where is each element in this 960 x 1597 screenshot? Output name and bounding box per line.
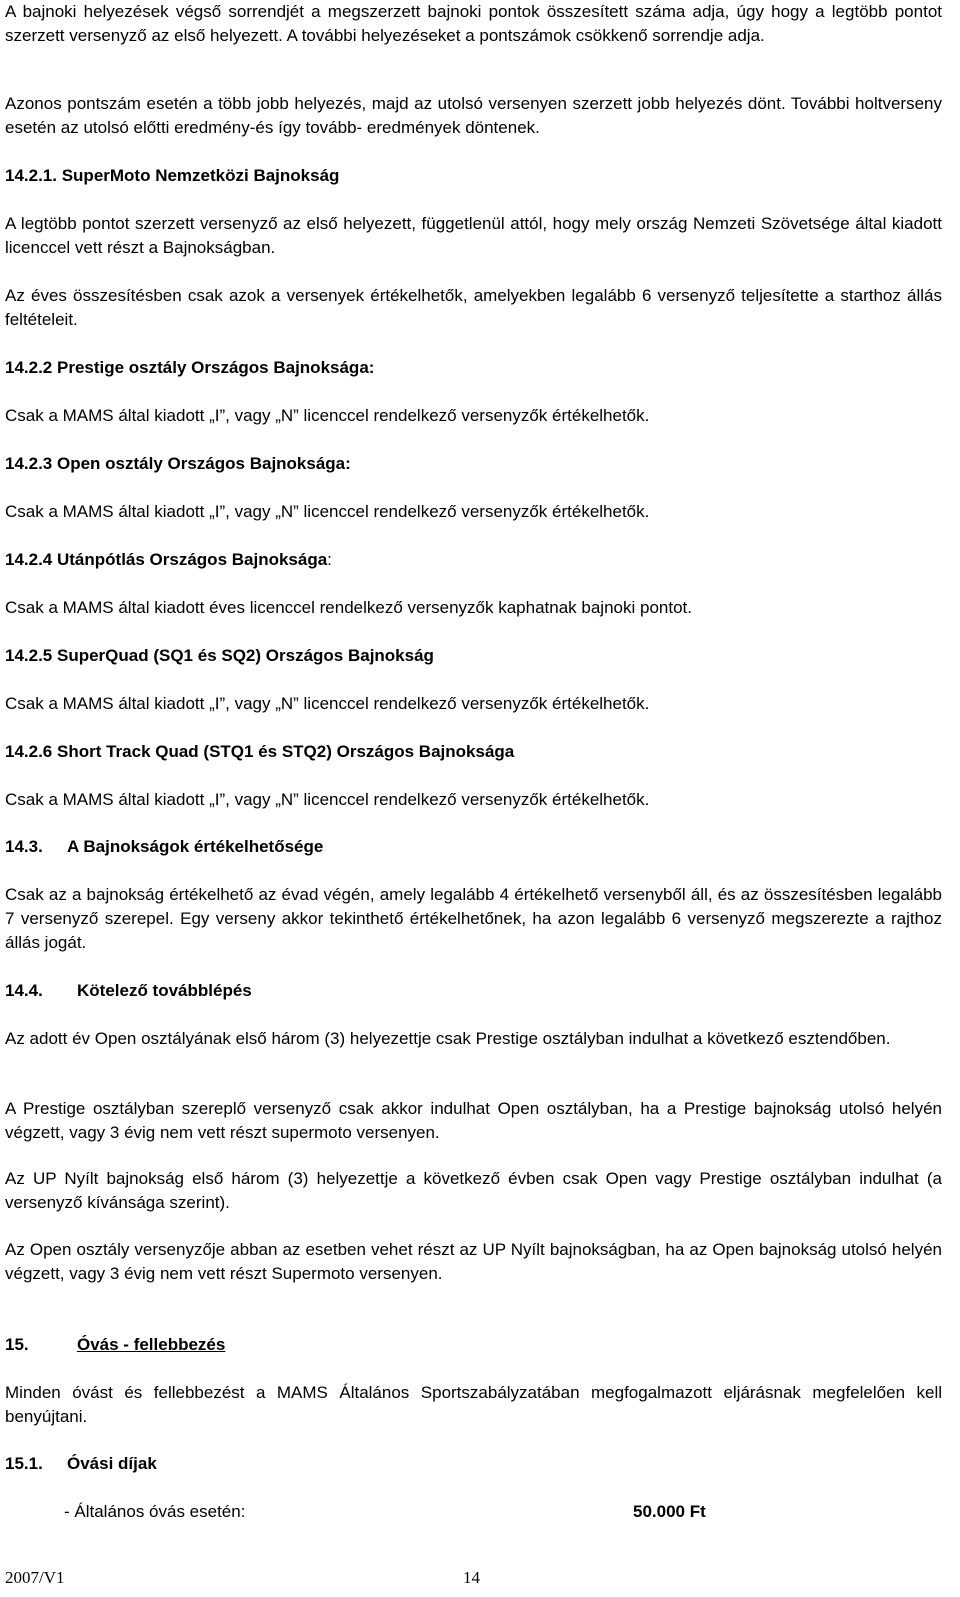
paragraph-14-2-1-b: Az éves összesítésben csak azok a versenyek értékelhetők, amelyekben legalább 6 versenyző teljesítette a starthoz állás feltételeit. — [5, 286, 942, 329]
heading-14-4-title: Kötelező továbblépés — [77, 981, 252, 1000]
heading-14-3-number: 14.3. — [5, 837, 43, 856]
paragraph-14-2-3: Csak a MAMS által kiadott „I”, vagy „N” licenccel rendelkező versenyzők értékelhetők. — [5, 502, 650, 521]
paragraph-14-4-c: Az UP Nyílt bajnokság első három (3) helyezettje a következő évben csak Open vagy Prestige osztályban indulhat (a versenyző kívánsága szerint). — [5, 1169, 942, 1212]
heading-14-2-3: 14.2.3 Open osztály Országos Bajnoksága: — [5, 454, 351, 473]
heading-14-2-4-line — [5, 548, 942, 572]
paragraph-14-3: Csak az a bajnokság értékelhető az évad végén, amely legalább 4 értékelhető versenyből áll, és az összesítésben legalább 7 versenyző szerepel. Egy verseny akkor tekinthető értékelhetőnek, ha azon legalább 6 versenyző megszerezte a rajthoz állás jogát. — [5, 885, 942, 952]
heading-15-1-number: 15.1. — [5, 1454, 43, 1473]
paragraph-14-2-1-a: A legtöbb pontot szerzett versenyző az első helyezett, függetlenül attól, hogy mely ország Nemzeti Szövetsége által kiadott licenccel vett részt a Bajnokságban. — [5, 214, 942, 257]
heading-14-2-5: 14.2.5 SuperQuad (SQ1 és SQ2) Országos Bajnokság — [5, 646, 434, 665]
heading-14-2-1: 14.2.1. SuperMoto Nemzetközi Bajnokság — [5, 166, 340, 185]
heading-15-line — [5, 1333, 942, 1357]
heading-15-1-line — [5, 1452, 942, 1476]
paragraph-14-4-b: A Prestige osztályban szereplő versenyző csak akkor indulhat Open osztályban, ha a Prestige bajnokság utolsó helyén végzett, vagy 3 évig nem vett részt supermoto versenyen. — [5, 1099, 942, 1142]
fee-general-label: - Általános óvás esetén: — [64, 1502, 246, 1521]
heading-15-number: 15. — [5, 1335, 29, 1354]
paragraph-14-2-2: Csak a MAMS által kiadott „I”, vagy „N” licenccel rendelkező versenyzők értékelhetők. — [5, 406, 650, 425]
footer-page-number: 14 — [463, 1568, 480, 1587]
paragraph-14-4-d: Az Open osztály versenyzője abban az esetben vehet részt az UP Nyílt bajnokságban, ha az Open bajnokság utolsó helyén végzett, vagy 3 évig nem vett részt Supermoto versenyen. — [5, 1240, 942, 1283]
paragraph-14-4-a: Az adott év Open osztályának első három (3) helyezettje csak Prestige osztályban indulhat a következő esztendőben. — [5, 1029, 891, 1048]
paragraph-14-2-6: Csak a MAMS által kiadott „I”, vagy „N” licenccel rendelkező versenyzők értékelhetők. — [5, 790, 650, 809]
heading-14-3-title: A Bajnokságok értékelhetősége — [67, 837, 324, 856]
heading-14-2-4: 14.2.4 Utánpótlás Országos Bajnoksága — [5, 550, 328, 569]
heading-14-2-4-colon: : — [327, 550, 332, 569]
paragraph-ranking-order: A bajnoki helyezések végső sorrendjét a megszerzett bajnoki pontok összesített száma adja, úgy hogy a legtöbb pontot szerzett versenyző az első helyezett. A további helyezéseket a pontszámok csökkenő sorrendje adja. — [5, 2, 942, 45]
footer-version: 2007/V1 — [5, 1568, 65, 1587]
paragraph-14-2-5: Csak a MAMS által kiadott „I”, vagy „N” licenccel rendelkező versenyzők értékelhetők. — [5, 694, 650, 713]
paragraph-14-2-4: Csak a MAMS által kiadott éves licenccel rendelkező versenyzők kaphatnak bajnoki pontot. — [5, 598, 692, 617]
heading-15-title: Óvás - fellebbezés — [77, 1335, 226, 1354]
paragraph-15: Minden óvást és fellebbezést a MAMS Általános Sportszabályzatában megfogalmazott eljárásnak megfelelően kell benyújtani. — [5, 1383, 942, 1426]
heading-15-1-title: Óvási díjak — [67, 1454, 157, 1473]
heading-14-4-line — [5, 979, 942, 1003]
heading-14-3-line — [5, 835, 942, 859]
heading-14-4-number: 14.4. — [5, 981, 43, 1000]
heading-14-2-2: 14.2.2 Prestige osztály Országos Bajnoksága: — [5, 358, 375, 377]
fee-general-value: 50.000 Ft — [633, 1502, 706, 1521]
paragraph-tiebreak: Azonos pontszám esetén a több jobb helyezés, majd az utolsó versenyen szerzett jobb helyezés dönt. További holtverseny esetén az utolsó előtti eredmény-és így tovább- eredmények döntenek. — [5, 94, 942, 137]
heading-14-2-6: 14.2.6 Short Track Quad (STQ1 és STQ2) Országos Bajnoksága — [5, 742, 515, 761]
